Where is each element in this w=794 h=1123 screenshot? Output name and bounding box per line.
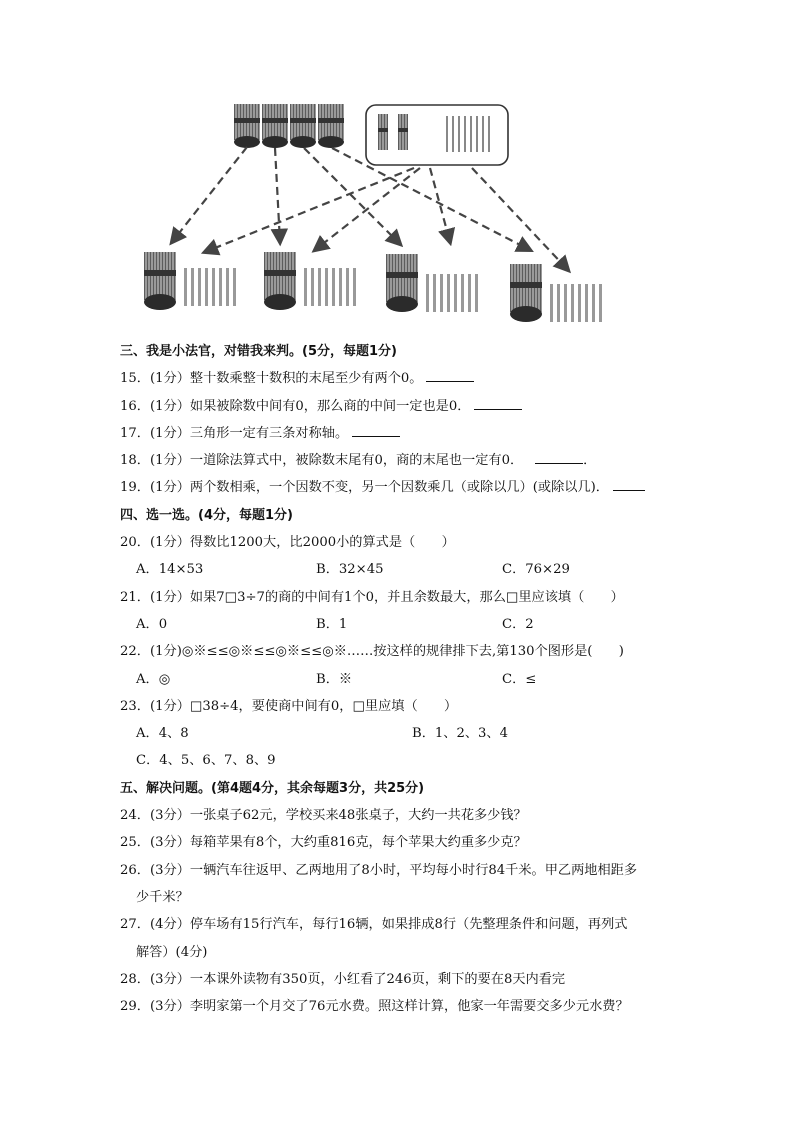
option-21-b[interactable]: B．1 xyxy=(316,616,348,632)
question-29: 29．(3分）李明家第一个月交了76元水费。照这样计算，他家一年需要交多少元水费？ xyxy=(120,999,629,1015)
question-24: 24．(3分）一张桌子62元，学校买来48张桌子，大约一共花多少钱？ xyxy=(120,808,527,824)
question-16 xyxy=(120,393,680,420)
question-17 xyxy=(120,420,680,447)
question-20: 20．(1分）得数比1200大，比2000小的算式是（ ） xyxy=(120,535,455,551)
option-20-c[interactable]: C．76×29 xyxy=(502,562,570,578)
option-23-a[interactable]: A．4、8 xyxy=(136,726,189,742)
question-21: 21．(1分）如果7□3÷7的商的中间有1个0，并且余数最大，那么□里应该填（ ） xyxy=(120,589,624,605)
top-box xyxy=(366,105,508,165)
option-23-c[interactable]: C．4、5、6、7、8、9 xyxy=(136,753,276,769)
option-23-b[interactable]: B．1、2、3、4 xyxy=(412,726,509,742)
question-25: 25．(3分）每箱苹果有8个，大约重816克，每个苹果大约重多少克？ xyxy=(120,835,527,851)
answer-blank-17[interactable] xyxy=(352,421,400,437)
question-23: 23．(1分）□38÷4，要使商中间有0，□里应填（ ） xyxy=(120,698,458,714)
question-16-text: 16．(1分）如果被除数中间有0，那么商的中间一定也是0． xyxy=(120,398,471,414)
option-20-b[interactable]: B．32×45 xyxy=(316,562,384,578)
bundle-division-illustration xyxy=(130,92,620,332)
answer-blank-16[interactable] xyxy=(474,394,522,410)
section-5-title: 五、解决问题。(第4题4分，其余每题3分，共25分) xyxy=(120,780,425,796)
question-18-end: ． xyxy=(583,453,597,469)
question-23-options-row2 xyxy=(120,747,680,774)
question-19-text: 19．(1分）两个数相乘，一个因数不变，另一个因数乘几（或除以几）(或除以几)． xyxy=(120,480,609,496)
option-22-a[interactable]: A．◎ xyxy=(136,671,171,687)
option-21-a[interactable]: A．0 xyxy=(136,616,168,632)
section-4-title: 四、选一选。(4分，每题1分) xyxy=(120,507,293,523)
question-22: 22．(1分)◎※≤≤◎※≤≤◎※≤≤◎※……按这样的规律排下去,第130个图形是( ) xyxy=(120,644,624,660)
division-arrows xyxy=(172,147,568,270)
option-20-a[interactable]: A．14×53 xyxy=(136,562,204,578)
option-22-b[interactable]: B．※ xyxy=(316,671,353,687)
option-22-c[interactable]: C．≤ xyxy=(502,671,537,687)
question-15 xyxy=(120,365,680,392)
option-21-c[interactable]: C．2 xyxy=(502,616,534,632)
question-22-options xyxy=(120,666,680,693)
question-20-options xyxy=(120,556,680,583)
bottom-groups xyxy=(144,252,602,322)
answer-blank-15[interactable] xyxy=(426,366,474,382)
question-19 xyxy=(120,474,680,501)
question-18 xyxy=(120,447,680,474)
question-17-text: 17．(1分）三角形一定有三条对称轴。 xyxy=(120,425,349,441)
question-21-options xyxy=(120,611,680,638)
section-3-title: 三、我是小法官，对错我来判。(5分，每题1分) xyxy=(120,344,397,359)
question-26-line-2: 少千米？ xyxy=(136,889,189,905)
question-23-options-row1 xyxy=(120,720,680,747)
question-26-line-1: 26．(3分）一辆汽车往返甲、乙两地用了8小时，平均每小时行84千米。甲乙两地相距多 xyxy=(120,862,638,878)
question-27-line-2: 解答）(4分) xyxy=(136,944,208,960)
answer-blank-18[interactable] xyxy=(535,448,583,464)
question-15-text: 15．(1分）整十数乘整十数积的末尾至少有两个0。 xyxy=(120,371,423,387)
answer-blank-19[interactable] xyxy=(613,475,645,491)
question-18-text: 18．(1分）一道除法算式中，被除数末尾有0，商的末尾也一定有0． xyxy=(120,453,524,469)
question-27-line-1: 27．(4分）停车场有15行汽车，每行16辆，如果排成8行（先整理条件和问题，再列式 xyxy=(120,917,628,933)
question-content xyxy=(120,338,680,1020)
question-28: 28．(3分）一本课外读物有350页，小红看了246页，剩下的要在8天内看完 xyxy=(120,971,566,987)
top-bundles xyxy=(234,104,344,148)
